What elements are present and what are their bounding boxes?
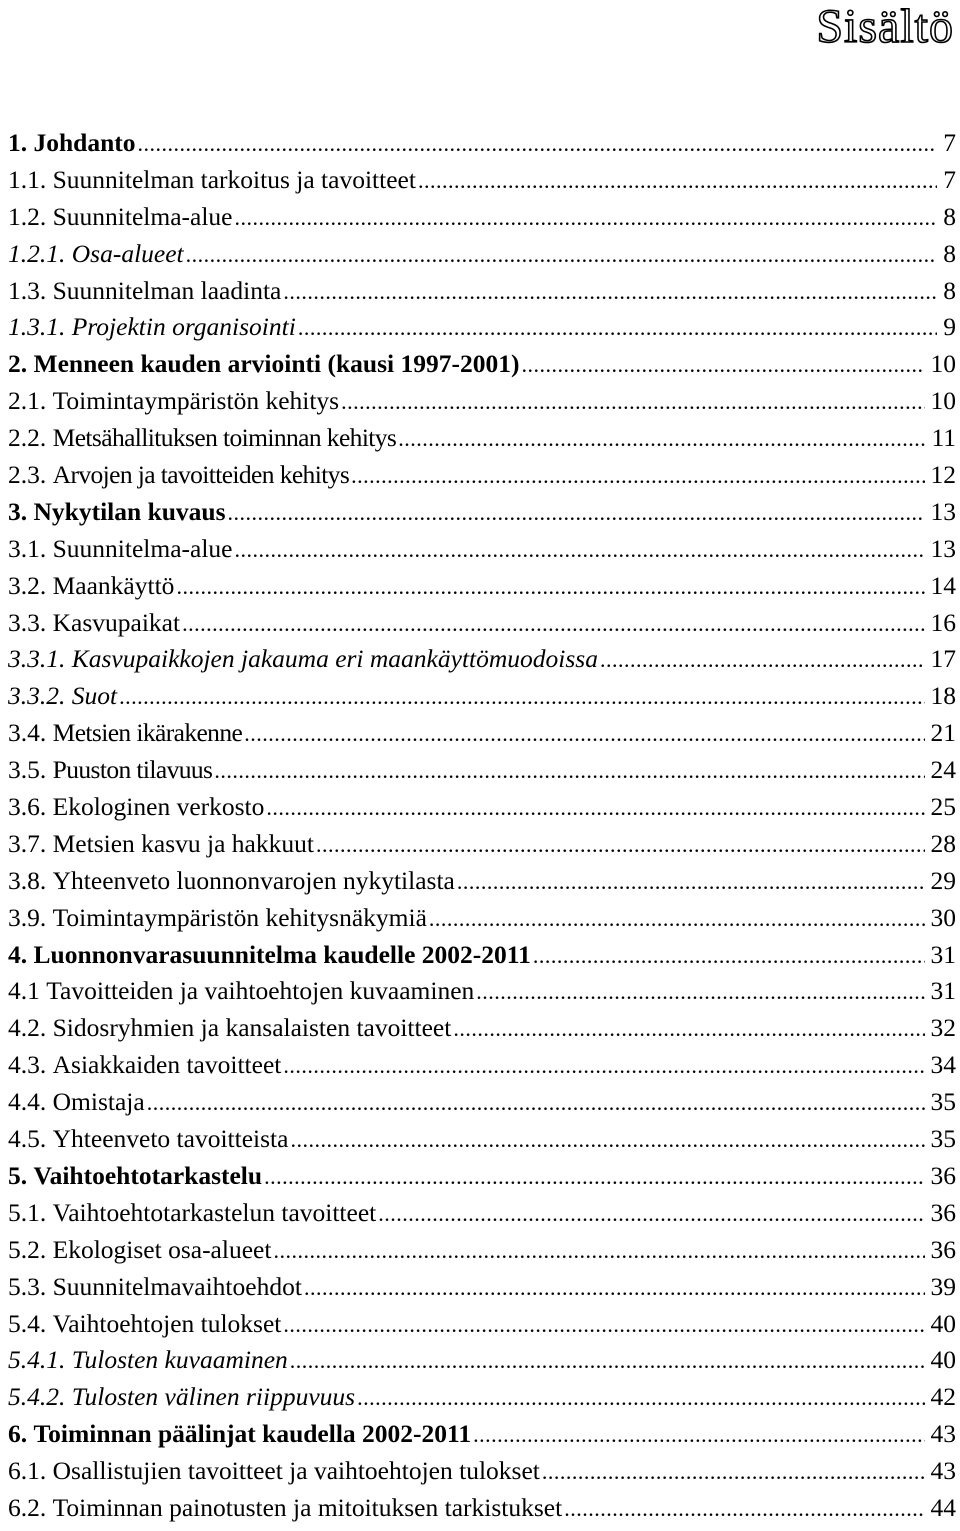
dot-leader xyxy=(351,458,924,494)
dot-leader xyxy=(357,1380,924,1416)
toc-entry-page: 32 xyxy=(930,1013,956,1043)
toc-entry[interactable] xyxy=(8,1416,956,1453)
toc-entry-page: 34 xyxy=(930,1050,956,1080)
dot-leader xyxy=(316,827,925,863)
toc-entry[interactable] xyxy=(8,1121,956,1158)
toc-entry[interactable] xyxy=(8,1084,956,1121)
toc-entry-page: 40 xyxy=(930,1308,956,1338)
toc-entry-title: Ekologinen verkosto xyxy=(52,792,265,822)
toc-entry-page: 35 xyxy=(930,1124,956,1154)
toc-entry-number: 3.9. xyxy=(8,902,47,932)
toc-entry-page: 13 xyxy=(930,496,956,526)
toc-entry[interactable] xyxy=(8,309,956,346)
toc-entry-title: Johdanto xyxy=(33,128,136,157)
toc-entry-title: Tulosten kuvaaminen xyxy=(71,1345,288,1375)
toc-entry-number: 5.2. xyxy=(8,1234,47,1264)
toc-entry-title: Sidosryhmien ja kansalaisten tavoitteet xyxy=(52,1013,452,1043)
toc-entry-number: 3.5. xyxy=(8,755,47,785)
dot-leader xyxy=(457,864,925,900)
toc-entry-number: 6. xyxy=(8,1419,28,1449)
dot-leader xyxy=(283,1048,924,1084)
toc-entry[interactable] xyxy=(8,273,956,310)
toc-entry[interactable] xyxy=(8,715,956,752)
toc-entry-number: 3.6. xyxy=(8,792,47,822)
toc-entry-page: 43 xyxy=(930,1419,956,1449)
toc-entry-number: 4. xyxy=(8,939,28,969)
toc-entry-number: 3.2. xyxy=(8,570,47,600)
toc-entry-page: 31 xyxy=(930,976,956,1006)
toc-entry-page: 12 xyxy=(930,460,956,490)
toc-entry[interactable] xyxy=(8,752,956,789)
toc-entry-title: Metsien ikärakenne xyxy=(52,718,243,748)
toc-entry-title: Asiakkaiden tavoitteet xyxy=(52,1050,282,1080)
dot-leader xyxy=(341,384,924,420)
toc-entry-title: Vaihtoehtotarkastelun tavoitteet xyxy=(52,1197,377,1227)
dot-leader xyxy=(266,790,924,826)
toc-entry[interactable] xyxy=(8,125,956,162)
toc-entry-page: 39 xyxy=(930,1271,956,1301)
toc-entry-number: 3.1. xyxy=(8,533,47,563)
dot-leader xyxy=(119,679,924,715)
dot-leader xyxy=(147,1085,925,1121)
toc-entry[interactable] xyxy=(8,789,956,826)
dot-leader xyxy=(304,1270,925,1306)
toc-entry[interactable] xyxy=(8,1342,956,1379)
toc-entry-title: Maankäyttö xyxy=(52,570,175,600)
toc-entry[interactable] xyxy=(8,1269,956,1306)
toc-entry-title: Suunnitelman tarkoitus ja tavoitteet xyxy=(52,164,416,194)
toc-entry-page: 28 xyxy=(930,828,956,858)
toc-entry-page: 8 xyxy=(943,275,956,305)
toc-entry-title: Suot xyxy=(71,681,118,711)
dot-leader xyxy=(283,274,937,310)
toc-entry-number: 5.4.2. xyxy=(8,1382,66,1412)
toc-entry[interactable] xyxy=(8,1379,956,1416)
toc-entry-page: 10 xyxy=(930,349,956,379)
toc-entry-page: 14 xyxy=(930,570,956,600)
toc-entry-page: 36 xyxy=(930,1197,956,1227)
dot-leader xyxy=(564,1491,924,1527)
toc-entry-page: 31 xyxy=(930,939,956,969)
toc-entry[interactable] xyxy=(8,826,956,863)
toc-entry[interactable] xyxy=(8,1158,956,1195)
toc-entry-title: Suunnitelma-alue xyxy=(52,533,233,563)
dot-leader xyxy=(273,1233,924,1269)
toc-entry-title: Nykytilan kuvaus xyxy=(33,496,226,526)
toc-entry-page: 21 xyxy=(930,718,956,748)
toc-entry-number: 2.3. xyxy=(8,460,47,490)
toc-entry-page: 24 xyxy=(930,755,956,785)
toc-entry-title: Vaihtoehtojen tulokset xyxy=(52,1308,282,1338)
toc-entry-number: 3.8. xyxy=(8,865,47,895)
toc-entry-number: 1.1. xyxy=(8,164,47,194)
toc-entry-title: Vaihtoehtotarkastelu xyxy=(33,1160,263,1190)
toc-entry-number: 5.4.1. xyxy=(8,1345,66,1375)
toc-entry-page: 30 xyxy=(930,902,956,932)
dot-leader xyxy=(235,532,925,568)
table-of-contents xyxy=(8,125,956,1527)
toc-entry[interactable] xyxy=(8,1195,956,1232)
toc-entry[interactable] xyxy=(8,678,956,715)
dot-leader xyxy=(182,606,924,642)
toc-entry-title: Yhteenveto tavoitteista xyxy=(52,1124,289,1154)
dot-leader xyxy=(176,569,924,605)
dot-leader xyxy=(521,347,924,383)
toc-entry-number: 4.1 xyxy=(8,976,40,1006)
toc-entry-title: Tavoitteiden ja vaihtoehtojen kuvaaminen xyxy=(46,976,475,1006)
toc-entry-number: 1.3. xyxy=(8,275,47,305)
toc-entry[interactable] xyxy=(8,420,956,457)
toc-entry-page: 10 xyxy=(930,386,956,416)
toc-entry[interactable] xyxy=(8,568,956,605)
toc-entry-page: 8 xyxy=(943,201,956,231)
toc-entry[interactable] xyxy=(8,346,956,383)
toc-entry[interactable] xyxy=(8,973,956,1010)
toc-entry-title: Tulosten välinen riippuvuus xyxy=(71,1382,356,1412)
toc-entry-number: 1.3.1. xyxy=(8,312,66,342)
toc-entry[interactable] xyxy=(8,1453,956,1490)
dot-leader xyxy=(264,1159,924,1195)
toc-entry-page: 43 xyxy=(930,1456,956,1486)
toc-entry-title: Toiminnan päälinjat kaudella 2002-2011 xyxy=(33,1419,472,1449)
toc-entry-title: Puuston tilavuus xyxy=(52,755,213,785)
toc-entry-title: Arvojen ja tavoitteiden kehitys xyxy=(52,460,350,490)
toc-entry-title: Metsähallituksen toiminnan kehitys xyxy=(52,423,397,453)
dot-leader xyxy=(214,753,924,789)
toc-entry-page: 8 xyxy=(943,238,956,268)
toc-entry-title: Toiminnan painotusten ja mitoituksen tarkistukset xyxy=(52,1492,563,1522)
toc-entry-title: Suunnitelma-alue xyxy=(52,201,233,231)
toc-entry[interactable] xyxy=(8,383,956,420)
toc-entry-page: 25 xyxy=(930,792,956,822)
toc-entry[interactable] xyxy=(8,494,956,531)
toc-entry-page: 16 xyxy=(930,607,956,637)
toc-entry[interactable] xyxy=(8,236,956,273)
toc-entry-number: 4.2. xyxy=(8,1013,47,1043)
toc-entry-number: 2.1. xyxy=(8,386,47,416)
toc-entry-page: 40 xyxy=(930,1345,956,1375)
toc-entry-page: 17 xyxy=(930,644,956,674)
toc-entry-page: 44 xyxy=(930,1492,956,1522)
dot-leader xyxy=(186,237,938,273)
toc-entry-page: 42 xyxy=(930,1382,956,1412)
toc-entry-number: 5. xyxy=(8,1160,28,1190)
toc-entry-title: Luonnonvarasuunnitelma kaudelle 2002-2011 xyxy=(33,939,531,969)
toc-entry-number: 6.1. xyxy=(8,1456,47,1486)
toc-entry-title: Omistaja xyxy=(52,1087,145,1117)
toc-entry[interactable] xyxy=(8,1010,956,1047)
toc-entry-number: 1.2.1. xyxy=(8,238,66,268)
toc-entry-title: Projektin organisointi xyxy=(71,312,296,342)
toc-entry-number: 6.2. xyxy=(8,1492,47,1522)
toc-entry[interactable] xyxy=(8,937,956,974)
toc-entry[interactable] xyxy=(8,1306,956,1343)
dot-leader xyxy=(228,495,925,531)
toc-entry-title: Ekologiset osa-alueet xyxy=(52,1234,272,1264)
toc-entry-title: Metsien kasvu ja hakkuut xyxy=(52,828,314,858)
dot-leader xyxy=(542,1454,925,1490)
toc-entry-number: 3.3.1. xyxy=(8,644,66,674)
toc-entry-title: Yhteenveto luonnonvarojen nykytilasta xyxy=(52,865,455,895)
toc-entry[interactable] xyxy=(8,900,956,937)
toc-entry[interactable] xyxy=(8,199,956,236)
dot-leader xyxy=(453,1011,924,1047)
toc-entry-number: 4.4. xyxy=(8,1087,47,1117)
dot-leader xyxy=(290,1122,924,1158)
dot-leader xyxy=(378,1196,924,1232)
toc-entry-page: 7 xyxy=(943,128,956,157)
dot-leader xyxy=(418,163,937,199)
dot-leader xyxy=(473,1417,924,1453)
toc-entry[interactable] xyxy=(8,641,956,678)
toc-entry-title: Osa-alueet xyxy=(71,238,184,268)
dot-leader xyxy=(138,126,938,162)
toc-entry-number: 3.7. xyxy=(8,828,47,858)
toc-entry-number: 2.2. xyxy=(8,423,47,453)
toc-entry[interactable] xyxy=(8,457,956,494)
toc-entry-title: Menneen kauden arviointi (kausi 1997-2001) xyxy=(33,349,520,379)
dot-leader xyxy=(476,974,924,1010)
toc-entry-number: 1. xyxy=(8,128,28,157)
toc-entry-page: 11 xyxy=(931,423,956,453)
toc-entry-number: 4.5. xyxy=(8,1124,47,1154)
toc-entry-title: Suunnitelman laadinta xyxy=(52,275,282,305)
dot-leader xyxy=(290,1343,925,1379)
dot-leader xyxy=(244,716,924,752)
toc-entry-number: 3.4. xyxy=(8,718,47,748)
toc-entry[interactable] xyxy=(8,605,956,642)
toc-entry-number: 4.3. xyxy=(8,1050,47,1080)
dot-leader xyxy=(600,642,925,678)
dot-leader xyxy=(533,938,925,974)
toc-entry-page: 36 xyxy=(930,1160,956,1190)
toc-entry-page: 7 xyxy=(943,164,956,194)
toc-entry-number: 3.3. xyxy=(8,607,47,637)
toc-entry[interactable] xyxy=(8,531,956,568)
toc-entry-title: Kasvupaikat xyxy=(52,607,181,637)
toc-entry-page: 18 xyxy=(930,681,956,711)
toc-entry-title: Suunnitelmavaihtoehdot xyxy=(52,1271,302,1301)
toc-entry[interactable] xyxy=(8,863,956,900)
toc-entry-number: 5.4. xyxy=(8,1308,47,1338)
toc-entry[interactable] xyxy=(8,1232,956,1269)
toc-entry-title: Toimintaympäristön kehitys xyxy=(52,386,340,416)
toc-entry-title: Osallistujien tavoitteet ja vaihtoehtojen tulokset xyxy=(52,1456,540,1486)
dot-leader xyxy=(429,901,925,937)
toc-entry-number: 5.1. xyxy=(8,1197,47,1227)
toc-entry-number: 1.2. xyxy=(8,201,47,231)
toc-entry-number: 5.3. xyxy=(8,1271,47,1301)
toc-entry-number: 3.3.2. xyxy=(8,681,66,711)
dot-leader xyxy=(283,1307,924,1343)
dot-leader xyxy=(235,200,938,236)
toc-entry-page: 36 xyxy=(930,1234,956,1264)
page-title: Sisältö xyxy=(816,0,954,53)
toc-entry-page: 35 xyxy=(930,1087,956,1117)
toc-entry-title: Toimintaympäristön kehitysnäkymiä xyxy=(52,902,427,932)
toc-entry-page: 9 xyxy=(943,312,956,342)
toc-entry[interactable] xyxy=(8,162,956,199)
toc-entry-page: 29 xyxy=(930,865,956,895)
dot-leader xyxy=(298,310,937,346)
toc-entry-page: 13 xyxy=(930,533,956,563)
toc-entry-number: 2. xyxy=(8,349,28,379)
toc-entry-title: Kasvupaikkojen jakauma eri maankäyttömuodoissa xyxy=(71,644,598,674)
toc-entry[interactable] xyxy=(8,1490,956,1527)
toc-entry[interactable] xyxy=(8,1047,956,1084)
dot-leader xyxy=(398,421,925,457)
toc-entry-number: 3. xyxy=(8,496,28,526)
